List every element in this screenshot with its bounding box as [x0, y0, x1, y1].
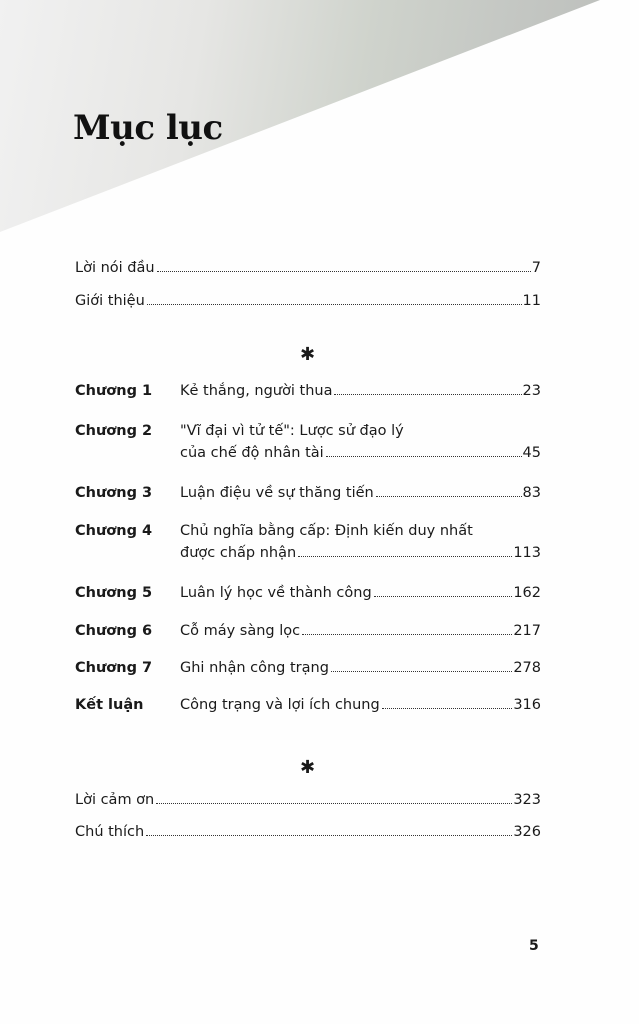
entry-title: Chú thích [75, 824, 145, 840]
dot-leader [334, 394, 521, 395]
chapter-label: Chương 1 [75, 383, 153, 399]
dot-leader [157, 271, 531, 272]
entry-page: 326 [513, 824, 541, 840]
dot-leader [156, 803, 512, 804]
entry-page: 7 [531, 260, 541, 276]
entry-title: Lời cảm ơn [75, 792, 155, 808]
entry-title: của chế độ nhân tài [180, 445, 324, 461]
entry-page: 83 [522, 485, 541, 501]
entry-title: Ghi nhận công trạng [180, 660, 329, 676]
entry-page: 11 [522, 293, 541, 309]
dot-leader [146, 835, 512, 836]
dot-leader [331, 671, 512, 672]
chapter-label: Chương 7 [75, 660, 153, 676]
entry-title: Giới thiệu [75, 293, 145, 309]
chapter-label: Chương 4 [75, 523, 153, 539]
entry-page: 316 [513, 697, 541, 713]
dot-leader [374, 596, 513, 597]
page-title: Mục lục [73, 108, 223, 148]
chapter-label: Chương 6 [75, 623, 153, 639]
entry-title: Chủ nghĩa bằng cấp: Định kiến duy nhất [180, 523, 473, 539]
entry-title: Công trạng và lợi ích chung [180, 697, 380, 713]
separator-star-icon: ✱ [300, 344, 316, 365]
dot-leader [326, 456, 522, 457]
entry-page: 278 [513, 660, 541, 676]
entry-title: Luận điệu về sự thăng tiến [180, 485, 374, 501]
toc-entry-back [75, 789, 541, 811]
entry-page: 217 [513, 623, 541, 639]
dot-leader [376, 496, 522, 497]
entry-page: 23 [522, 383, 541, 399]
toc-entry-back [75, 821, 541, 843]
entry-title: được chấp nhận [180, 545, 297, 561]
entry-page: 323 [513, 792, 541, 808]
entry-page: 113 [513, 545, 541, 561]
chapter-label: Chương 2 [75, 423, 153, 439]
separator-star-icon: ✱ [300, 757, 316, 778]
toc-entry-front [75, 257, 541, 279]
dot-leader [302, 634, 512, 635]
dot-leader [298, 556, 512, 557]
entry-title: Kẻ thắng, người thua [180, 383, 333, 399]
entry-title: Cỗ máy sàng lọc [180, 623, 301, 639]
entry-title: Luân lý học về thành công [180, 585, 372, 601]
dot-leader [147, 304, 522, 305]
dot-leader [382, 708, 513, 709]
chapter-label: Chương 3 [75, 485, 153, 501]
page-number: 5 [529, 938, 539, 954]
entry-title: Lời nói đầu [75, 260, 155, 276]
chapter-label: Kết luận [75, 697, 144, 713]
entry-title: "Vĩ đại vì tử tế": Lược sử đạo lý [180, 423, 404, 439]
chapter-label: Chương 5 [75, 585, 153, 601]
entry-page: 45 [522, 445, 541, 461]
entry-page: 162 [513, 585, 541, 601]
toc-entry-front [75, 290, 541, 312]
